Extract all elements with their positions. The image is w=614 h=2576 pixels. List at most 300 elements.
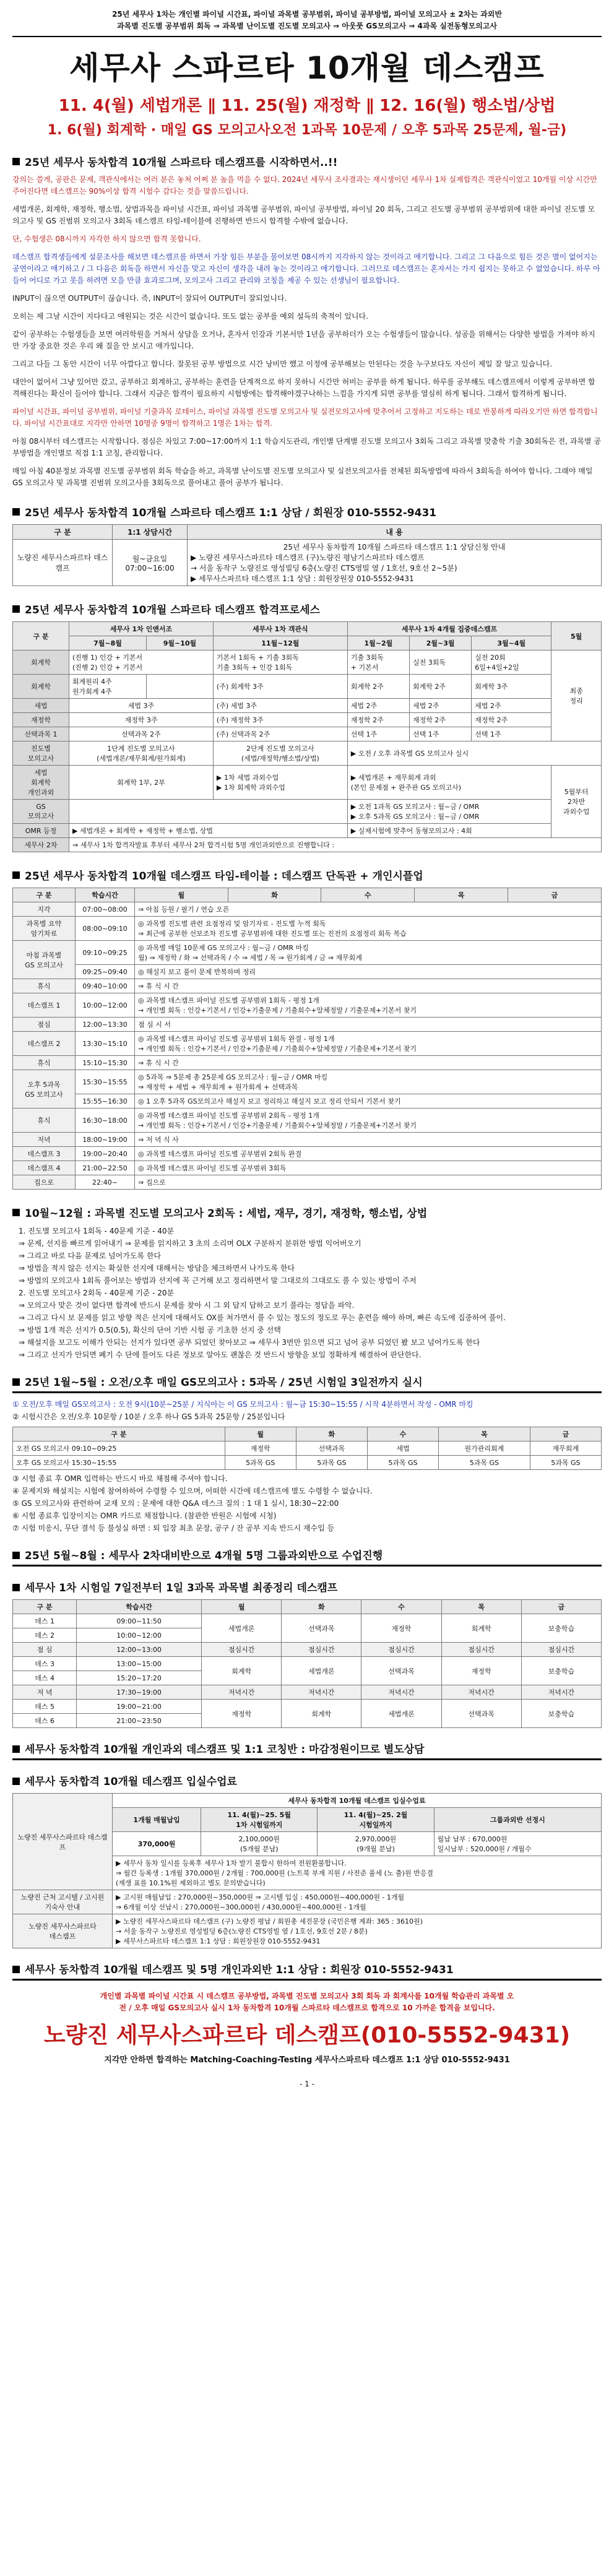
row-label: 데스 4 [13,1671,77,1685]
footer-note [12,1990,602,2014]
gs-notes [12,1398,602,1423]
table-header: 금 [521,1600,601,1614]
table-row [13,917,602,941]
section-title-fee: 세무사 동차합격 10개월 데스캠프 입실수업료 [12,1773,602,1788]
table-cell: ◎ 과목별 매일 10문제 GS 모의고사 : 월~금 / OMR 마킹 월) ⇒ 재정학 / 화 ⇒ 선택과목 / 수 ⇒ 세법 / 목 ⇒ 원가회계 / 금 ⇒ 재무회계 [135,941,602,965]
section-title-consult: 25년 세무사 동차합격 10개월 스파르타 데스캠프 1:1 상담 / 회원장 010-5552-9431 [12,504,602,519]
row-label: 세법 회계학 개인과외 [13,766,69,800]
gs-table [12,1427,602,1470]
row-label: 점 심 [13,1643,77,1657]
table-header: 구 분 [13,1600,77,1614]
table-header: 11. 4(월)~25. 2월 시험일까지 [318,1808,434,1832]
table-cell: 점 심 시 서 [135,1018,602,1032]
table-cell: 세법개론 [361,1700,441,1728]
paragraph: 세법개론, 회계학, 재정학, 행소법, 상법과목을 파이널 시간표, 파이널 과목별 공부범위, 파이널 공부방법, 파이널 20 회독, 그리고 진도별 공부범위 공부범위에 대한 파이널 진도별 모의고사 및 GS 진범위 모의고사 3회독 데스캠프 타임-테이블에 진행하면 반드시 합격할 수밖에 없습니다. [12,205,595,225]
paragraph: INPUT이 끊으면 OUTPUT이 끊습니다. 즉, INPUT이 잘되어 OUTPUT이 잘되었니다. [12,294,287,303]
table-header: 그룹과외반 선정시 [434,1808,601,1832]
final-table [12,1599,602,1728]
table-row [13,1700,602,1714]
table-cell: ▶ 오전 / 오후 과목별 GS 모의고사 실시 [347,741,601,766]
table-row [13,1109,602,1133]
section-title-gs: 25년 1월~5월 : 오전/오후 매일 GS모의고사 : 5과목 / 25년 시험일 3일전까지 실시 [12,1373,602,1393]
time-cell: 21:00~22:50 [76,1161,135,1175]
table-header: 월 [135,888,228,902]
time-cell: 16:30~18:00 [76,1109,135,1133]
footer-line: 전 / 오후 매일 GS모의고사 실시 1차 동차합격 10개월 스파르타 데스캠프로 합격으로 10 가까운 합격을 보입니다. [119,2003,495,2012]
intro-line-2: 과목별 진도별 공부범위 회독 ⇒ 과목별 난이도별 진도별 모의고사 ⇒ 아웃풋 GS모의고사 ⇒ 4과목 실전동형모의고사 [117,22,497,30]
consult-directions: → 서울 동작구 노량진로 영성빌딩 6층(노량진 CTS영빌 옆 / 1호선, 9호선 2~5분) [191,564,457,573]
row-label: 데스 5 [13,1700,77,1714]
row-label: 회계학 [13,650,69,675]
table-cell: 실전 20회 6일+4일+2일 [472,650,551,675]
table-cell: ◎ 1 오후 5과목 GS모의고사 해설지 보고 정리하고 해설지 보고 정리 안되서 기본서 찾기 [135,1094,602,1109]
paragraph: 파이널 시간표, 파이널 공부범위, 파이널 기출과목 로테이스, 파이널 과목별 진도별 모의고사 및 실전모의고사에 맞추어서 고정하고 지도하는 데로 반봉하게 따라오기만 하면 합격합니다. 파이널 시간표대로 지각만 안하면 10명중 9명이 합격하고 1명은 1차는 합격. [12,407,598,428]
table-header: 세무사 1차 객관식 [213,622,347,636]
housing-note: ▶ 고시원 매월납입 : 270,000원~350,000원 ⇒ 고시텔 입실 : 450,000원~400,000원 - 1개월 [116,1893,405,1901]
table-cell: 보충학습 [521,1614,601,1643]
table-cell: ▶ 1차 세법 과외수업 ▶ 1차 회계학 과외수업 [213,766,347,800]
square-bullet-icon [12,158,20,165]
row-label: 진도별 모의고사 [13,741,69,766]
intro-line-1: 25년 세무사 1차는 개인별 파이널 시간표, 파이널 과목별 공부범위, 파이널 공부방법, 파이널 모의고사 ± 2차는 과외반 [112,10,502,19]
list-item: ① 오전/오후 매일 GS모의고사 : 오전 9시(10분~25분 / 지식아는 이 GS 모의고사 : 월~금 15:30~15:55 / 시작 4분하면서 작성 - OMR 마킹 [12,1400,473,1409]
table-header: 목 [441,1600,521,1614]
table-cell: 원가관리회계 [439,1441,530,1456]
table-cell: 세법개론 [282,1657,361,1685]
table-cell: 선택과목 [282,1614,361,1643]
table-row [13,1147,602,1161]
list-item: 2. 진도별 모의고사 2회독 - 40문제 기준 - 20분 [19,1289,175,1297]
table-cell: 최종 정리 [551,650,602,741]
row-label: 데스캠프 1 [13,993,76,1018]
table-header: 구 분 [13,525,113,540]
paragraph: 매일 아침 40분정보 과목별 진도별 공부범위 회독 학습을 하고, 과목별 난이도별 진도별 모의고사 및 실전모의고사를 전체된 회독방법에 따라서 3회독을 하여야 합니다. 그래야 매일 GS 모의고사 및 과목별 진범위 모의고사를 3회독으로 풀어내고 풀어 공부가 됩니다. [12,467,593,487]
row-label: 재정학 [13,713,69,727]
row-label: 세무사 2차 [13,838,69,852]
table-cell: ◎ 과목별 데스캠프 파이널 진도별 공부범위 3회독 [135,1161,602,1175]
table-cell: (주) 세법 3주 [213,699,347,713]
table-cell: 재정학 2주 [410,713,472,727]
table-cell: (주) 선택과목 2주 [213,727,347,741]
row-label: 데스 2 [13,1628,77,1643]
footer-tagline: 지각만 안하면 합격하는 Matching-Coaching-Testing 세무사스파르타 데스캠프 1:1 상담 010-5552-9431 [104,2055,510,2065]
time-cell: 09:00~11:50 [77,1614,202,1628]
section-title-process: 25년 세무사 동차합격 10개월 스파르타 데스캠프 합격프로세스 [12,601,602,616]
paragraph: 그리고 다들 그 동안 시간이 너무 아깝다고 합니다. 잘못된 공부 방법으로 시간 낭비만 했고 이정에 공부해보는 안된다는 것을 누구보다도 자신이 제일 잘 알고 있습니다. [12,360,553,368]
table-cell [188,540,602,586]
table-cell: 재정학 2주 [347,713,409,727]
table-cell: 5과목 GS [367,1456,438,1470]
table-cell: 세법 [367,1441,438,1456]
table-header: 월 [225,1427,296,1441]
table-cell: 저녁시간 [202,1685,282,1700]
table-header: 수 [367,1427,438,1441]
table-cell: ◎ 과목별 진도별 관련 요점정리 및 암기자료 - 진도별 누적 회독 ⇒ 최근에 공부한 선보조차 진도별 공부범위에 대한 진도별 또는 진전의 요점정리 회독 복습 [135,917,602,941]
table-cell: 세법개론 [202,1614,282,1643]
gs-am-note: ▶ 오전 1과목 GS 모의고사 : 월~금 / OMR [350,803,480,811]
section-title-mock-exam: 10월~12월 : 과목별 진도별 모의고사 2회독 : 세법, 재무, 경기, 재정학, 행소법, 상법 [12,1204,602,1220]
table-header: 11. 4(월)~25. 5월 1차 시험일까지 [201,1808,318,1832]
table-cell: 2단계 진도별 모의고사 (세법/재정학/행소법/상법) [213,741,347,766]
list-item: ④ 문제지와 해설지는 시험에 참여하하여 수령할 수 있으며, 어떠한 시간에 데스캠프에 별도 수령할 수 없습니다. [12,1487,373,1495]
table-row [13,965,602,979]
time-cell: 22:40~ [76,1175,135,1190]
list-item: ⇒ 방법 1개 적은 선지가 0.5(0.5), 확신의 단어 기반 시험 공 기초한 선지 중 선택 [19,1326,281,1334]
square-bullet-icon [12,605,20,613]
table-cell: 선택과목 [361,1657,441,1685]
table-row [13,941,602,965]
time-cell: 08:00~09:10 [76,917,135,941]
row-label: 회계학 [13,675,69,699]
table-cell: ⇒ 집으로 [135,1175,602,1190]
intro-text [12,9,602,32]
table-cell: 선택 1주 [472,727,551,741]
row-label: 세법 [13,699,69,713]
square-bullet-icon [12,871,20,879]
table-cell: ⇒ 휴 식 시 간 [135,979,602,993]
table-header: 목 [439,1427,530,1441]
table-cell: 점심시간 [361,1643,441,1657]
list-item: ⇒ 문제, 선지를 빠르게 읽어내기 ⇒ 문제를 읽지하고 3 초의 소리며 OLX 구분하지 분위한 방법 익어버오기 [19,1239,361,1248]
gs-rules [12,1472,602,1534]
table-header: 목 [415,888,508,902]
time-cell: 10:00~12:00 [77,1628,202,1643]
table-cell: ⇒ 세무사 1차 합격자발표 후부터 세무사 2차 합격시험 5명 개인과외반으로 진행합니다 : [69,838,602,852]
row-label: 과목별 요약 암기차료 [13,917,76,941]
row-label: 데스캠프 3 [13,1147,76,1161]
row-label: GS 모의고사 [13,800,69,824]
row-label: 노량진 세무사스파르타 데스캠프 [13,1794,113,1890]
table-row [13,1032,602,1056]
table-cell: ◎ 과목별 데스캠프 파이널 진도별 공부범위 1회독 완결 - 평정 1개 → 개인별 회독 : 인강+기본서 / 인강+기출문제 / 기출회수+알체정말 / 기출문제+기본서 찾기 [135,1032,602,1056]
section-title-second-exam: 25년 5월~8월 : 세무사 2차대비반으로 4개월 5명 그룹과외반으로 수업진행 [12,1547,602,1567]
table-row [13,902,602,917]
address-note: ▶ 노량진 세무사스파르타 데스캠프 (구) 노량진 평납 / 회원총 세진문장 (국민은행 계좌: 365 : 3610원) [116,1917,423,1926]
table-header: 11월~12월 [213,636,347,650]
table-cell [113,1914,602,1948]
address-note: → 서울 동작구 노량진로 영성빌딩 6층(노량진 CTS영빌 옆 / 1호선, 9호선 2분 / 8분) [116,1927,368,1935]
fee-table [12,1793,602,1948]
list-item: ⇒ 그리고 선지가 안되면 폐기 수 단에 틀어도 다른 정보로 알아도 괜찮은 것 반드시 방향을 보일 정확하게 해결하여 판단한다. [19,1351,422,1359]
table-cell: ⇒ 아침 등원 / 필기 / 연습 오픈 [135,902,602,917]
table-cell: 재정학 [202,1700,282,1728]
process-table [12,621,602,852]
time-cell: 15:20~17:20 [77,1671,202,1685]
time-cell: 15:55~16:30 [76,1094,135,1109]
row-label: 데스캠프 4 [13,1161,76,1175]
table-header: 9월~10월 [146,636,213,650]
table-cell: (진행 1) 인강 + 기본서 (진행 2) 인강 + 기본서 [69,650,214,675]
table-cell: ▶ 세법개론 + 재무회계 과외 (본인 문제점 + 완주관 GS 모의고사) [347,766,551,800]
table-cell: (주) 재정학 3주 [213,713,347,727]
table-row [13,1685,602,1700]
table-cell: 회계학 1부, 2부 [69,766,214,800]
section-title-contact: 세무사 동차합격 10개월 데스캠프 및 5명 개인과외반 1:1 상담 : 회원장 010-5552-9431 [12,1961,602,1981]
table-cell [146,675,213,699]
table-row [13,1441,602,1456]
housing-note: ⇒ 6개월 이상 선납시 : 270,000원~300,000원 / 430,000원~400,000원 - 1개월 [116,1903,366,1911]
row-label: 노량진 근처 고시텔 / 고시원 기숙사 안내 [13,1890,113,1914]
list-item: ⇒ 방법의 모의고사 1회독 풀어보는 방법과 선지에 꼭 근거해 보고 정리하면서 말 그대로의 그대로도 풀 수 있는 방법이 주저 [19,1276,417,1285]
fee-note: ▶ 세무사 동차 일시를 등록후 세무사 1차 발기 불합시 한하여 전원환불합니다. [116,1859,347,1867]
table-row [13,1643,602,1657]
table-cell [113,1890,602,1914]
row-label: 저녁 [13,1133,76,1147]
list-item: ⇒ 방법을 적지 않은 선지는 확실한 선지에 대해서는 방담을 체크하면서 나가도록 한다 [19,1264,295,1273]
time-cell: 21:00~23:50 [77,1714,202,1728]
table-row [13,1161,602,1175]
table-cell: ◎ 5과목 ⇒ 5문제 총 25문제 GS 모의고사 : 월~금 / OMR 마킹 ⇒ 재정학 + 세법 + 재무회계 + 원가회계 + 선택과목 [135,1070,602,1094]
table-cell: 회계학 3주 [472,675,551,699]
time-cell: 12:00~13:30 [76,1018,135,1032]
row-label: 휴식 [13,1109,76,1133]
table-cell: 노량진 세무사스파르타 데스캠프 [13,540,113,586]
mock-exam-steps [19,1225,602,1361]
table-row [13,1456,602,1470]
row-label: OMR 등정 [13,824,69,838]
table-row [13,993,602,1018]
table-cell: 회계학 2주 [410,675,472,699]
list-item: ③ 시험 종료 후 OMR 입력하는 반드시 바로 채점해 주셔야 합니다. [12,1474,228,1483]
paragraph: 데스캠프 합격생들에게 설문조사를 해보면 데스캠프를 하면서 가장 힘든 부분을 물어보면 08시까지 지각하지 않는 것이라고 애기합니다. 그리고 그 다음으로 힘든 것은 별이 없어지는 공연이라고 애기하고 / 그 다음은 회독을 하면서 자신을 맞고 자신이 생각을 내려 놓는 것이라고 애기합니다. 그러므로 데스캠프는 혼자서는 가지 쉽지는 못하고 수 없었습니다. 하루 아들어 어디로 가고 못을 하려면 모을 만큼 효과로그며, 모의고사 그리고 관리와 코칭을 제공 수 있는 선생님이 필요합니다. [12,253,600,285]
table-row [13,1070,602,1094]
table-cell: 세법 2주 [472,699,551,713]
row-label: 선택과목 1 [13,727,69,741]
list-item: ② 시험시간은 오전/오후 10문항 / 10분 / 오후 하나 GS 5과목 25문항 / 25분입니다 [12,1412,285,1421]
row-label: 집으로 [13,1175,76,1190]
table-header: 금 [530,1427,601,1441]
fee-table-title: 세무사 동차합격 10개월 데스캠프 입실수업료 [113,1794,602,1808]
table-row [13,1094,602,1109]
table-cell: 회계학 [441,1614,521,1643]
table-cell: 기본서 1회독 + 기출 3회독 기출 3회독 + 인강 1회독 [213,650,347,675]
table-cell: 선택 1주 [347,727,409,741]
section-title-timetable: 25년 세무사 동차합격 10개월 데스캠프 타임-테이블 : 데스캠프 단독관 + 개인시플업 [12,867,602,883]
divider [12,36,602,37]
table-header: 학습시간 [76,888,135,902]
section-title-private: 세무사 동차합격 10개월 개인과외 데스캠프 및 1:1 코칭반 : 마감정원이므로 별도상담 [12,1740,602,1760]
section-title-intro: 25년 세무사 동차합격 10개월 스파르타 데스캠프를 시작하면서..!! [12,153,602,169]
row-label: 데스 3 [13,1657,77,1671]
table-cell: 저녁시간 [521,1685,601,1700]
table-row [13,1018,602,1032]
list-item: ⑦ 시험 미응시, 무단 결석 등 불성실 하면 : 퇴 입장 최초 문장, 공구 / 잔 공부 지속 반드시 재수입 등 [12,1524,335,1532]
table-cell: 저녁시간 [282,1685,361,1700]
row-label: 아침 과목별 GS 모의고사 [13,941,76,979]
time-cell: 19:00~20:40 [76,1147,135,1161]
table-row [13,1056,602,1070]
timetable-table [12,888,602,1190]
table-header: 1월~2월 [347,636,409,650]
table-row [13,1657,602,1671]
paragraph: 대안이 없어서 그냥 있어만 갔고, 공부하고 회계하고, 공부하는 훈련을 단계적으로 하지 못하니 시간만 허비는 공부를 하게 됩니다. 하루를 공부해도 데스캠프에서 이렇게 공부하면 합격해진다는 확신이 들어야 합니다. 그래서 지금은 합격이 필요하지 시험방에는 합격해야겠구나하는 느낌을 가지게 되면 공부를 열심히 하게 됩니다. 그래서 합격하게 됩니다. [12,378,595,398]
row-label: 노량진 세무사스파르타 데스캠프 [13,1914,113,1948]
table-row [13,1133,602,1147]
square-bullet-icon [12,1209,20,1216]
section-title-final: 세무사 1차 시험일 7일전부터 1일 3과목 과목별 최종정리 데스캠프 [12,1579,602,1594]
table-header: 화 [296,1427,367,1441]
row-label: 데스 1 [13,1614,77,1628]
square-bullet-icon [12,508,20,516]
row-label: 데스 6 [13,1714,77,1728]
table-cell: 세법 2주 [347,699,409,713]
table-cell: 5월부터 2차반 과외수업 [551,766,602,838]
table-header: 3월~4월 [472,636,551,650]
table-header: 구 분 [13,888,76,902]
table-cell: 세법 2주 [410,699,472,713]
fee-value: 370,000원 [113,1832,201,1856]
table-cell: ◎ 과목별 데스캠프 파이널 진도별 공부범위 1회독 - 평정 1개 → 개인별 회독 : 인강+기본서 / 인강+기출문제 / 기출회수+알체정말 / 기출문제+기본서 찾기 [135,993,602,1018]
paragraph: 같이 공부하는 수험생들을 보면 여러학원을 거쳐서 상담을 오거나, 혼자서 인강과 기본서만 1년을 공부하더가 오는 수험생들이 많습니다. 성공을 위해서는 다양한 방법을 가져야 하지만 가장 중요한 것은 우리 왜 질을 안 보시고 애가입니다. [12,330,595,350]
list-item: 1. 진도별 모의고사 1회독 - 40문제 기준 - 40분 [19,1227,175,1235]
table-cell: 회계원리 4주 원가회계 4주 [69,675,147,699]
table-header: 2월~3월 [410,636,472,650]
consult-table [12,524,602,586]
table-header: 금 [508,888,601,902]
table-cell: 5과목 GS [225,1456,296,1470]
table-cell: 선택과목 [441,1700,521,1728]
time-cell: 10:00~12:00 [76,993,135,1018]
row-label: 점심 [13,1018,76,1032]
table-header: 내 용 [188,525,602,540]
table-cell: 선택과목 2주 [69,727,214,741]
paragraph: 오히는 제 그날 시간이 지다다고 애원되는 것은 시간이 없습니다. 또도 없는 공부를 예외 설득의 축적이 있니다. [12,312,368,321]
schedule-subtitle-2: 1. 6(월) 회계학 ∙ 매일 GS 모의고사오전 1과목 10문제 / 오후 5과목 25문제, 월-금) [47,123,567,138]
fee-note: ⇒ 월간 등록생 : 1개월 370,000원 / 2개월 : 700,000원 (노트북 부재 지원 / 사전준 풀세 (노 출)원 반응결 [116,1869,433,1877]
time-cell: 09:40~10:00 [76,979,135,993]
time-cell: 07:00~08:00 [76,902,135,917]
time-cell: 17:30~19:00 [77,1685,202,1700]
table-header: 구 분 [13,1427,225,1441]
table-header: 월 [202,1600,282,1614]
list-item: ⇒ 그리고 바로 다음 문제로 넘어가도록 한다 [19,1251,162,1260]
table-cell: 5과목 GS [296,1456,367,1470]
list-item: ⇒ 모의고사 맞은 것이 없다면 합격에 반드시 문제를 찾아 시 그 외 답지 답하고 보기 풀라는 정답을 파악. [19,1301,355,1310]
time-cell: 09:10~09:25 [76,941,135,965]
table-cell: ◎ 과목별 데스캠프 파이널 진도별 공부범위 2회독 완결 [135,1147,602,1161]
table-cell: 선택과목 [296,1441,367,1456]
table-header: 세무사 1차 4개월 집중데스캠프 [347,622,551,636]
table-header: 5월 [551,622,602,650]
row-label: 지각 [13,902,76,917]
gs-pm-note: ▶ 오후 5과목 GS 모의고사 : 월~금 / OMR [350,813,480,821]
row-label: 휴식 [13,1056,76,1070]
row-label: 오후 5과목 GS 모의고사 [13,1070,76,1109]
table-cell: 점심시간 [202,1643,282,1657]
table-cell: 재정학 [361,1614,441,1643]
fee-value: 2,970,000원 (9개월 분납) [318,1832,434,1856]
fee-value: 월납 납부 : 670,000원 일시납부 : 520,000원 / 개월수 [434,1832,601,1856]
table-cell: (주) 회계학 3주 [213,675,347,699]
table-header: 7월~8월 [69,636,147,650]
address-note: ▶ 세무사스파르타 데스캠프 1:1 상담 : 회원장원장 010-5552-9431 [116,1937,321,1945]
table-header: 세무사 1차 인앤서조 [69,622,214,636]
page-title: 세무사 스파르타 10개월 데스캠프 [69,50,545,86]
table-header: 학습시간 [77,1600,202,1614]
table-cell [347,800,551,824]
footer-line: 개인별 과목별 파이널 시간표 시 데스캠프 공부방법, 과목별 진도별 모의고사 3회 회독 과 회계사를 10개월 학습관리 과목별 오 [100,1992,514,2000]
table-cell: 세법 3주 [69,699,214,713]
time-cell: 15:10~15:30 [76,1056,135,1070]
fee-note: (재생 표를 10.1%원 제외하고 별도 문의받습니다) [116,1879,266,1887]
page-number: - 1 - [300,2080,314,2088]
row-label: 오후 GS 모의고사 15:30~15:55 [13,1456,225,1470]
table-cell: 재정학 2주 [472,713,551,727]
table-cell: 재무회계 [530,1441,601,1456]
consult-address: ▶ 노량진 세무사스파르타 데스캠프 (구)노량진 평남기스파르타 데스캠프 [191,553,425,562]
table-row [13,1614,602,1628]
table-cell: 회계학 2주 [347,675,409,699]
table-cell: 선택 1주 [410,727,472,741]
table-header: 1:1 상담시간 [113,525,188,540]
table-cell: 실전 3회독 [410,650,472,675]
table-header: 수 [321,888,415,902]
table-cell: 점심시간 [521,1643,601,1657]
table-cell: 저녁시간 [361,1685,441,1700]
table-cell: 저녁시간 [441,1685,521,1700]
table-cell: 보충학습 [521,1657,601,1685]
table-cell: 보충학습 [521,1700,601,1728]
table-header: 구 분 [13,622,69,650]
table-row [13,1175,602,1190]
time-cell: 13:30~15:10 [76,1032,135,1056]
paragraph: 단, 수험생은 08시까지 자각한 하지 않으면 합격 못합니다. [12,235,201,243]
time-cell: 09:25~09:40 [76,965,135,979]
table-header: 화 [228,888,321,902]
fee-value: 2,100,000원 (5개월 분납) [201,1832,318,1856]
list-item: ⑤ GS 모의고사와 관련하여 교재 모의 : 문제에 대한 Q&A 데스크 질의 : 1 대 1 실시, 18:30~22:00 [12,1499,339,1508]
row-label: 저 녁 [13,1685,77,1700]
table-cell: ⇒ 저 녁 식 사 [135,1133,602,1147]
consult-phone: ▶ 세무사스파르타 데스캠프 1:1 상담 : 회원장원장 010-5552-9431 [191,574,414,583]
table-cell: ▶ 실제시험에 맞추어 동형모의고사 : 4회 [347,824,551,838]
paragraph: 강의는 쓸게, 공판은 문제, 객관식에서는 여러 분은 놓쳐 어쩌 분 높을 먹을 수 없다. 2024년 세무사 조사결과는 재시생이던 세무사 1차 실제합격은 객관식이었고 10개월 이상 시간만 주어진다면 데스캠프는 90%이상 합격 시험수 감다는 것을 말씀드립니다. [12,175,597,196]
table-header: 수 [361,1600,441,1614]
table-cell: ◎ 과목별 데스캠프 파이널 진도별 공부범위 2회독 - 평정 1개 → 개인별 회독 : 인강+기본서 / 인강+기출문제 / 기출회수+알체정말 / 기출문제+기본서 찾기 [135,1109,602,1133]
table-header: 1개월 매월납입 [113,1808,201,1832]
table-cell: 5과목 GS [530,1456,601,1470]
time-cell: 18:00~19:00 [76,1133,135,1147]
table-cell: 회계학 [202,1657,282,1685]
table-cell: ◎ 해설지 보고 풀이 문제 반복하며 정리 [135,965,602,979]
footer-title: 노량진 세무사스파르타 데스캠프(010-5552-9431) [43,2023,571,2048]
table-cell [113,1856,602,1890]
list-item: ⑥ 시험 종료후 입장이지는 OMR 카드로 채점합니다. (참관한 반원은 시험에 시청) [12,1511,277,1520]
table-cell: 5과목 GS [439,1456,530,1470]
table-cell: 월~금요일 07:00~16:00 [113,540,188,586]
row-label: 오전 GS 모의고사 09:10~09:25 [13,1441,225,1456]
time-cell: 15:30~15:55 [76,1070,135,1094]
table-cell: 1단계 진도별 모의고사 (세법개론/재무회계/원가회계) [69,741,214,766]
table-cell: 기출 3회독 + 기본서 [347,650,409,675]
table-cell: 점심시간 [441,1643,521,1657]
time-cell: 19:00~21:00 [77,1700,202,1714]
schedule-subtitle: 11. 4(월) 세법개론 ∥ 11. 25(월) 재정학 ∥ 12. 16(월) 행소법/상법 [58,97,556,115]
document-page [12,9,602,2088]
consult-note: 25년 세무사 동차합격 10개월 스파르타 데스캠프 1:1 상담신청 안내 [283,543,506,551]
row-label: 휴식 [13,979,76,993]
time-cell: 13:00~15:00 [77,1657,202,1671]
table-cell: ⇒ 휴 식 시 간 [135,1056,602,1070]
paragraph: 아침 08시부터 데스캠프는 시작합니다. 점심은 차있고 7:00~17:00까지 1:1 학습지도관리, 개인별 단계별 진도별 모의고사 3회독 그리고 과목별 맞춤학 기출 30회독은 전, 과목별 공부방법을 개인별로 직접 1:1 코칭, 관리합니다. [12,437,601,457]
list-item: ⇒ 그리고 다시 보 문제를 읽고 방향 적은 선지에 대해서도 OX를 쳐가면서 풀 수 있는 정도의 정도로 푸는 훈련을 해야 하며, 빠른 속도에 집중하여 풀이. [19,1313,506,1322]
time-cell: 12:00~13:00 [77,1643,202,1657]
list-item: ⇒ 해설지를 보고도 이해가 안되는 선지가 있다면 공부 되었던 찾아보고 ⇒ 세무사 3번만 읽으면 되고 넘어 공부 되었던 봤 보고 넘어가도록 한다 [19,1338,480,1347]
table-cell: 점심시간 [282,1643,361,1657]
table-cell: ▶ 세법개론 + 회계학 + 재정학 + 행소법, 상법 [69,824,348,838]
table-cell: 재정학 3주 [69,713,214,727]
table-cell: 재정학 [225,1441,296,1456]
